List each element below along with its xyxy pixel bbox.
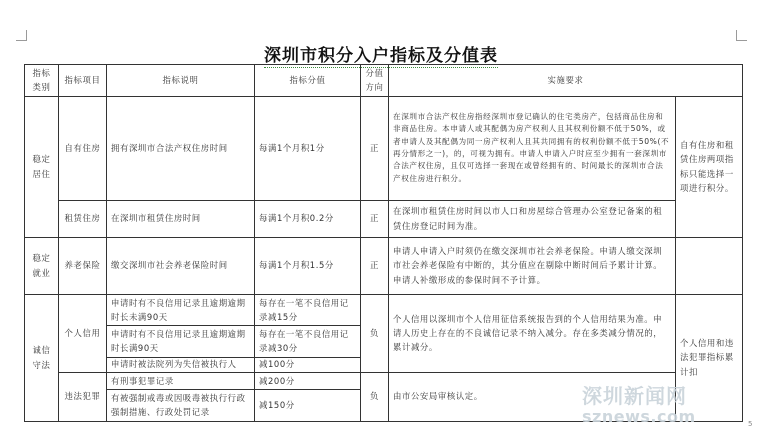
table-row bbox=[25, 294, 743, 326]
header-item: 指标项目 bbox=[59, 65, 107, 97]
item-credit: 个人信用 bbox=[59, 294, 107, 372]
item-pension: 养老保险 bbox=[59, 237, 107, 294]
score-crime-2: 减150分 bbox=[255, 389, 361, 421]
category-integrity: 诚信守法 bbox=[25, 294, 59, 421]
direction-rent-house: 正 bbox=[361, 200, 389, 237]
watermark-line-2: sznews.com bbox=[582, 407, 696, 426]
note-housing: 自有住房和租赁住房两项指标只能选择一项进行积分。 bbox=[676, 96, 743, 237]
req-own-house: 在深圳市合法产权住房指经深圳市登记确认的住宅类房产，包括商品住房和非商品住房。本申请人或其配偶为房产权利人且其权利份额不低于50%，或者申请人及其配偶为同一房产权利人且其共同拥有的权利份额不低于50%(不再分情形之一)，的，可视为拥有。申请人申请入户时应至少拥有一套深圳市合法产权住房，且仅可选择一套现在或曾经拥有的、时间最长的深圳市合法产权住房进行积分。 bbox=[389, 96, 676, 200]
watermark bbox=[582, 386, 696, 425]
direction-own-house: 正 bbox=[361, 96, 389, 200]
page-corner-mark-right bbox=[736, 30, 747, 41]
score-pension: 每满1个月积1.5分 bbox=[255, 237, 361, 294]
score-own-house: 每满1个月积1分 bbox=[255, 96, 361, 200]
desc-rent-house: 在深圳市租赁住房时间 bbox=[107, 200, 255, 237]
table-row bbox=[25, 96, 743, 200]
page-corner-mark-left bbox=[16, 30, 27, 41]
desc-crime-2: 有被强制戒毒或因吸毒被执行行政强制措施、行政处罚记录 bbox=[107, 389, 255, 421]
header-category: 指标类别 bbox=[25, 65, 59, 97]
score-credit-3: 减100分 bbox=[255, 357, 361, 372]
direction-crime: 负 bbox=[361, 372, 389, 421]
score-credit-2: 每存在一笔不良信用记录减30分 bbox=[255, 326, 361, 358]
item-crime: 违法犯罪 bbox=[59, 372, 107, 421]
header-score: 指标分值 bbox=[255, 65, 361, 97]
page-mark: 5 bbox=[748, 420, 753, 428]
req-crime: 由市公安局审核认定。 bbox=[389, 372, 676, 421]
desc-own-house: 拥有深圳市合法产权住房时间 bbox=[107, 96, 255, 200]
points-table bbox=[24, 64, 743, 422]
header-description: 指标说明 bbox=[107, 65, 255, 97]
item-rent-house: 租赁住房 bbox=[59, 200, 107, 237]
score-rent-house: 每满1个月积0.2分 bbox=[255, 200, 361, 237]
document-title: 深圳市积分入户指标及分值表 bbox=[264, 46, 498, 66]
table-row bbox=[25, 237, 743, 294]
score-crime-1: 减200分 bbox=[255, 372, 361, 389]
table-header-row bbox=[25, 65, 743, 97]
req-credit: 个人信用以深圳市个人信用征信系统报告到的个人信用结果为准。申请人历史上存在的不良诚信记录不纳入减分。存在多类减分情况的，累计减分。 bbox=[389, 294, 676, 372]
direction-credit: 负 bbox=[361, 294, 389, 372]
table-row bbox=[25, 200, 743, 237]
note-employment-empty bbox=[676, 237, 743, 294]
category-housing: 稳定居住 bbox=[25, 96, 59, 237]
header-direction: 分值方向 bbox=[361, 65, 389, 97]
category-employment: 稳定就业 bbox=[25, 237, 59, 294]
direction-pension: 正 bbox=[361, 237, 389, 294]
item-own-house: 自有住房 bbox=[59, 96, 107, 200]
desc-pension: 缴交深圳市社会养老保险时间 bbox=[107, 237, 255, 294]
note-integrity: 个人信用和违法犯罪指标累计扣 bbox=[676, 294, 743, 421]
req-rent-house: 在深圳市租赁住房时间以市人口和房屋综合管理办公室登记备案的租赁住房登记时间为准。 bbox=[389, 200, 676, 237]
req-pension: 申请人申请入户时须仍在缴交深圳市社会养老保险。申请人缴交深圳市社会养老保险有中断的，其分值应在剔除中断时间后予累计计算。申请人补缴形成的参保时间不予计算。 bbox=[389, 237, 676, 294]
score-credit-1: 每存在一笔不良信用记录减15分 bbox=[255, 294, 361, 326]
watermark-line-1: 深圳新闻网 bbox=[582, 384, 687, 408]
desc-credit-3: 申请时被法院列为失信被执行人 bbox=[107, 357, 255, 372]
header-requirements: 实施要求 bbox=[389, 65, 743, 97]
desc-credit-2: 申请时有不良信用记录且逾期逾期时长满90天 bbox=[107, 326, 255, 358]
desc-credit-1: 申请时有不良信用记录且逾期逾期时长未满90天 bbox=[107, 294, 255, 326]
desc-crime-1: 有刑事犯罪记录 bbox=[107, 372, 255, 389]
